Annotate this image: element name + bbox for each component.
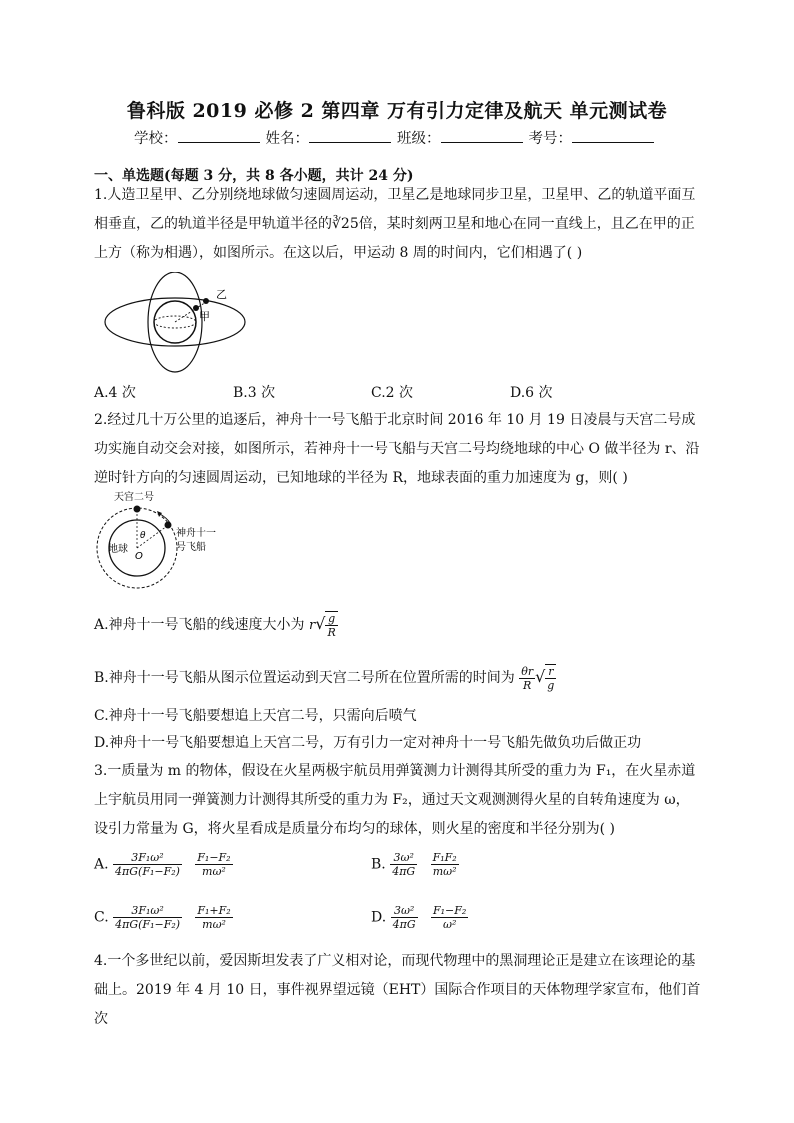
label-theta: θ xyxy=(140,531,146,541)
q3-a-label: A. xyxy=(94,856,109,873)
q3-option-b[interactable] xyxy=(371,851,459,878)
theta-r-over-r: $\frac{\theta r}{R}$ xyxy=(521,664,534,692)
q3-b-density: $\frac{\text{3ω²}}{4\pi G}$ xyxy=(392,851,416,878)
q2-option-b-text: B.神舟十一号飞船从图示位置运动到天宫二号所在位置所需的时间为 xyxy=(94,670,515,686)
q3-c-radius: $\frac{\text{F₁+F₂}}{\text{mω²}}$ xyxy=(197,904,231,931)
question-2-text: 2.经过几十万公里的追逐后，神舟十一号飞船于北京时间 2016 年 10 月 19 日凌晨与天宫二号成功实施自动交会对接，如图所示，若神舟十一号飞船与天宫二号均绕地球的中心 O 做半径为 r、沿逆时针方向的匀速圆周运动，已知地球的半径为 R，地球表面的重力加速度为 g，则( ) xyxy=(94,412,700,486)
id-blank[interactable] xyxy=(572,128,654,143)
question-4-text: 4.一个多世纪以前，爱因斯坦发表了广义相对论，而现代物理中的黑洞理论正是建立在该理论的基础上。2019 年 4 月 10 日，事件视界望远镜（EHT）国际合作项目的天体物理学家宣布，他们首次 xyxy=(94,953,701,1027)
name-blank[interactable] xyxy=(309,128,391,143)
q3-b-radius: $\frac{\text{F₁F₂}}{\text{mω²}}$ xyxy=(432,851,457,878)
orbit-figure-1 xyxy=(100,272,250,376)
question-1-text: 1.人造卫星甲、乙分别绕地球做匀速圆周运动，卫星乙是地球同步卫星，卫星甲、乙的轨道平面互相垂直，乙的轨道半径是甲轨道半径的∛25倍，某时刻两卫星和地心在同一直线上，且乙在甲的正上方（称为相遇），如图所示。在这以后，甲运动 8 周的时间内，它们相遇了( ) xyxy=(94,187,696,261)
satellite-yi xyxy=(203,298,209,304)
section-heading: 一、单选题(每题 3 分，共 8 各小题，共计 24 分) xyxy=(94,168,414,184)
sqrt-r-over-g: $\frac{r}{g}$ xyxy=(547,665,555,692)
q2-option-a[interactable]: A.神舟十一号飞船的线速度大小为 r√ $\frac{g}{R}$ xyxy=(94,612,336,639)
direction-arrow xyxy=(160,514,170,523)
q1-option-a[interactable]: A.4 次 xyxy=(94,385,136,401)
page-title: 鲁科版 2019 必修 2 第四章 万有引力定律及航天 单元测试卷 xyxy=(126,100,668,122)
q3-d-radius: $\frac{\text{F₁−F₂}}{\text{ω²}}$ xyxy=(433,904,467,931)
q1-option-b[interactable]: B.3 次 xyxy=(233,385,276,401)
q2-option-d[interactable]: D.神舟十一号飞船要想追上天宫二号，万有引力一定对神舟十一号飞船先做负功后做正功 xyxy=(94,735,642,751)
label-tiangong: 天宫二号 xyxy=(114,492,154,503)
school-label: 学校： xyxy=(134,131,178,147)
label-jia: 甲 xyxy=(199,310,210,323)
sqrt-g-over-r: $\frac{g}{R}$ xyxy=(327,612,336,639)
q2-option-c[interactable]: C.神舟十一号飞船要想追上天宫二号，只需向后喷气 xyxy=(94,708,417,724)
q2-option-a-text: A.神舟十一号飞船的线速度大小为 xyxy=(94,617,305,633)
q2-option-b[interactable]: B.神舟十一号飞船从图示位置运动到天宫二号所在位置所需的时间为 $\frac{\theta r}{R}$ √ $\frac{r}{g}$ xyxy=(94,664,555,692)
q3-option-a[interactable] xyxy=(94,851,233,878)
q3-option-c[interactable] xyxy=(94,904,233,931)
id-label: 考号： xyxy=(528,131,572,147)
school-blank[interactable] xyxy=(178,128,260,143)
tiangong-dot xyxy=(134,506,141,513)
shenzhou-dot xyxy=(165,522,172,529)
q3-c-density: $\frac{\text{3F₁ω²}}{\text{4πG(F₁−F₂)}}$ xyxy=(115,904,181,931)
q3-d-label: D. xyxy=(371,909,387,926)
class-label: 班级： xyxy=(397,131,441,147)
label-shenzhou-2: 号飞船 xyxy=(176,542,206,553)
label-shenzhou-1: 神舟十一 xyxy=(176,528,216,539)
q1-option-c[interactable]: C.2 次 xyxy=(371,385,414,401)
student-info-row xyxy=(0,127,794,148)
name-label: 姓名： xyxy=(265,131,309,147)
label-earth: 地球 xyxy=(108,544,128,555)
label-o: O xyxy=(135,551,143,562)
q3-d-density: $\frac{\text{3ω²}}{4\pi G}$ xyxy=(392,904,416,931)
orbit-figure-2 xyxy=(94,490,244,592)
class-blank[interactable] xyxy=(441,128,523,143)
label-yi: 乙 xyxy=(216,288,227,301)
q3-c-label: C. xyxy=(94,909,109,926)
q3-option-d[interactable] xyxy=(371,904,468,931)
q3-b-label: B. xyxy=(371,856,386,873)
q3-a-density: $\frac{\text{3F₁ω²}}{\text{4πG(F₁−F₂)}}$ xyxy=(115,851,180,878)
q1-option-d[interactable]: D.6 次 xyxy=(510,385,553,401)
q3-a-radius: $\frac{\text{F₁−F₂}}{\text{mω²}}$ xyxy=(197,851,231,878)
question-3-text: 3.一质量为 m 的物体，假设在火星两极宇航员用弹簧测力计测得其所受的重力为 F₁，在火星赤道上宇航员用同一弹簧测力计测得其所受的重力为 F₂，通过天文观测测得火星的自转角速度为 ω，设引力常量为 G，将火星看成是质量分布均匀的球体，则火星的密度和半径分别为( ) xyxy=(94,763,696,837)
